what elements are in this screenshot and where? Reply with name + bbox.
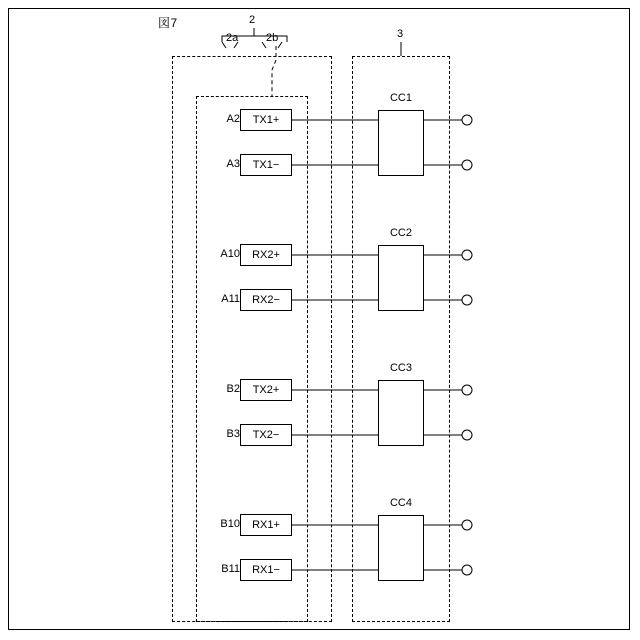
pin-label: B3 — [226, 428, 240, 440]
label-group-2b: 2b — [266, 32, 279, 44]
coil-box — [378, 110, 424, 176]
label-group-2: 2 — [249, 14, 256, 26]
pin-label: A2 — [226, 113, 240, 125]
coil-box — [378, 380, 424, 446]
signal-box: TX1− — [240, 154, 292, 176]
coil-label: CC3 — [389, 362, 412, 374]
coil-label: CC1 — [389, 92, 412, 104]
signal-box: RX2+ — [240, 244, 292, 266]
signal-box: RX2− — [240, 289, 292, 311]
pin-label: B2 — [226, 383, 240, 395]
signal-box: TX2− — [240, 424, 292, 446]
pin-label: A11 — [221, 293, 240, 305]
coil-label: CC2 — [389, 227, 412, 239]
pin-label: B11 — [221, 563, 240, 575]
pin-label: A10 — [220, 248, 240, 260]
coil-box — [378, 245, 424, 311]
figure-caption: 図7 — [158, 16, 178, 30]
signal-box: TX1+ — [240, 109, 292, 131]
coil-box — [378, 515, 424, 581]
signal-box: TX2+ — [240, 379, 292, 401]
coil-label: CC4 — [389, 497, 412, 509]
pin-label: A3 — [226, 158, 240, 170]
label-group-3: 3 — [397, 28, 404, 40]
pin-label: B10 — [220, 518, 240, 530]
signal-box: RX1− — [240, 559, 292, 581]
signal-box: RX1+ — [240, 514, 292, 536]
label-group-2a: 2a — [226, 32, 239, 44]
